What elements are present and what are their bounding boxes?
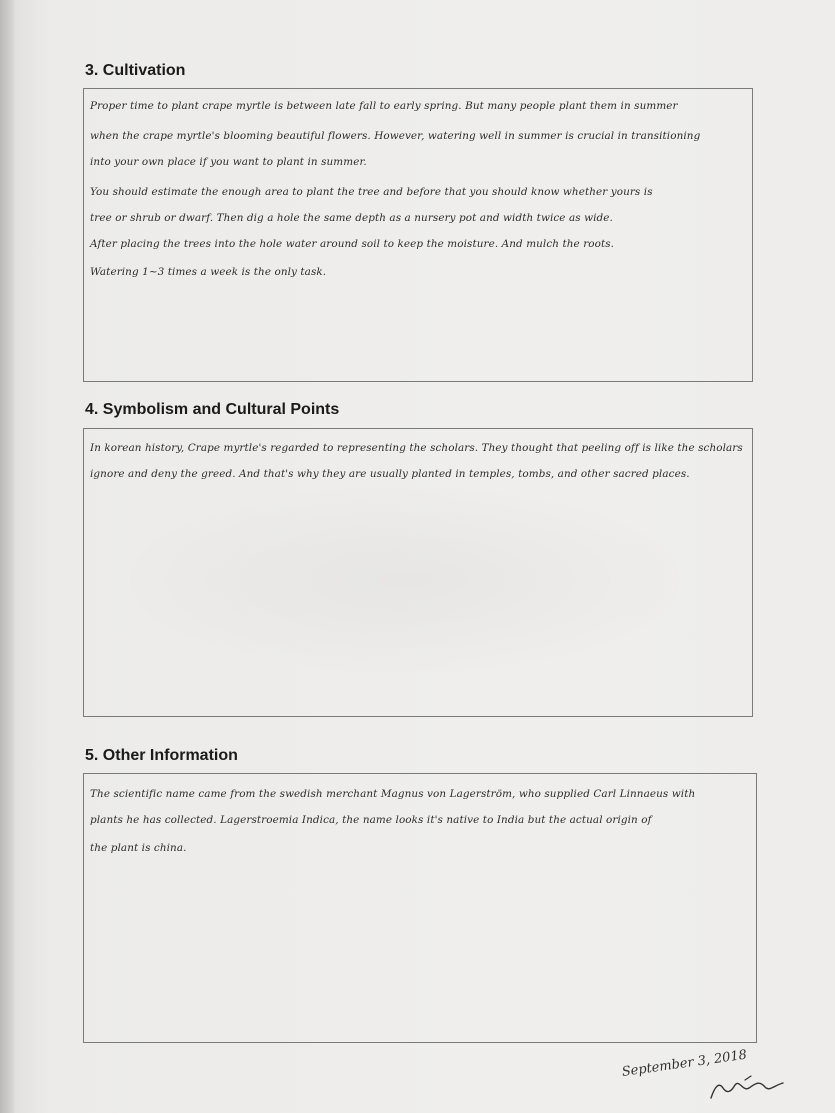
signature-mark [705, 1070, 800, 1105]
handwritten-line: You should estimate the enough area to plant the tree and before that you should know whether yours is [90, 186, 653, 198]
handwritten-line: In korean history, Crape myrtle's regarded to representing the scholars. They thought that peeling off is like the scholars [90, 442, 743, 454]
handwritten-line: plants he has collected. Lagerstroemia Indica, the name looks it's native to India but the actual origin of [90, 814, 652, 826]
handwritten-line: into your own place if you want to plant in summer. [90, 156, 367, 168]
page-binding-edge [0, 0, 14, 1113]
handwritten-line: Watering 1~3 times a week is the only task. [90, 266, 327, 278]
handwritten-line: After placing the trees into the hole water around soil to keep the moisture. And mulch the roots. [90, 238, 615, 250]
section-title-symbolism: 4. Symbolism and Cultural Points [85, 401, 340, 418]
section-title-cultivation: 3. Cultivation [85, 62, 186, 79]
handwritten-line: ignore and deny the greed. And that's why they are usually planted in temples, tombs, and other sacred places. [90, 468, 690, 480]
handwritten-line: Proper time to plant crape myrtle is between late fall to early spring. But many people plant them in summer [90, 100, 678, 112]
handwritten-line: the plant is china. [90, 842, 187, 854]
handwritten-line: The scientific name came from the swedish merchant Magnus von Lagerström, who supplied Carl Linnaeus with [90, 788, 696, 800]
section-title-other-information: 5. Other Information [85, 747, 238, 764]
signature-date: September 3, 2018 [620, 1047, 748, 1080]
handwritten-line: tree or shrub or dwarf. Then dig a hole the same depth as a nursery pot and width twice as wide. [90, 212, 613, 224]
handwritten-line: when the crape myrtle's blooming beautiful flowers. However, watering well in summer is crucial in transitioning [90, 130, 701, 142]
